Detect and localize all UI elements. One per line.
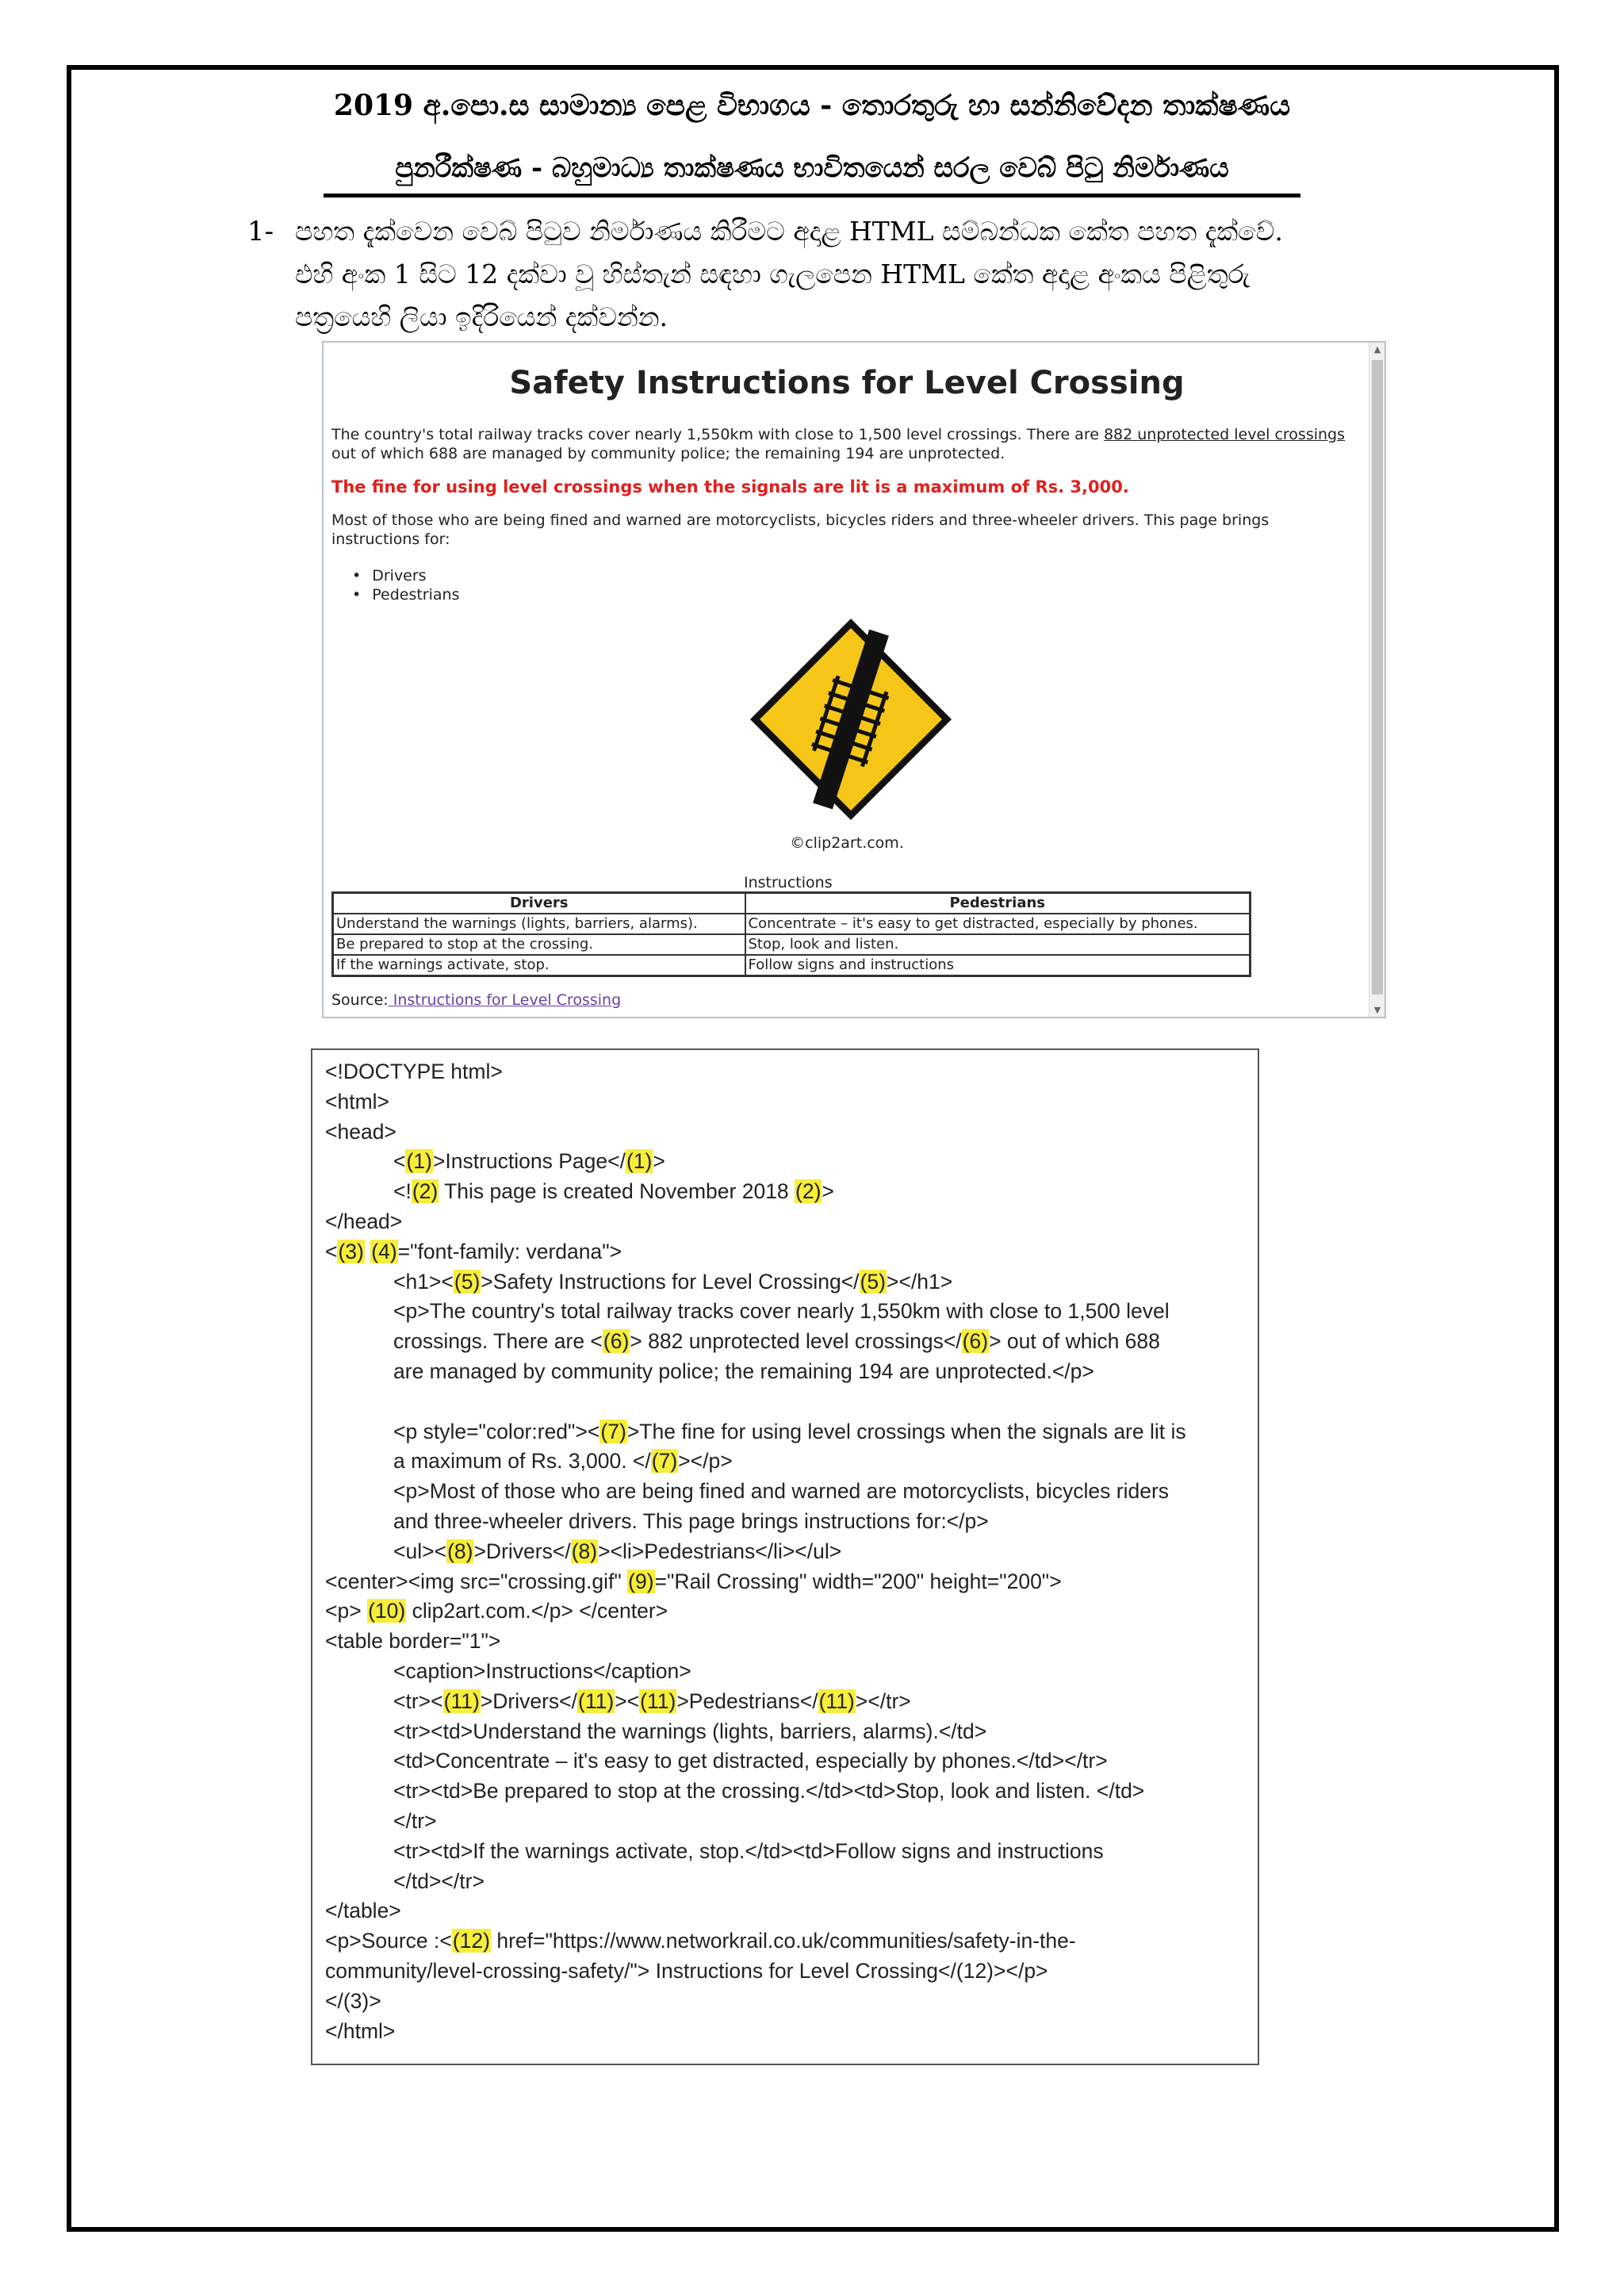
blank-number-highlight: (5)	[860, 1269, 886, 1294]
code-line	[325, 1599, 668, 1623]
code-line	[325, 1090, 389, 1114]
code-text: <table border="1">	[325, 1629, 501, 1654]
code-text: >Safety Instructions for Level Crossing</	[481, 1269, 860, 1294]
header-underline	[324, 194, 1300, 197]
code-line	[325, 1899, 401, 1923]
code-text: <html>	[325, 1089, 390, 1114]
code-text: <p style="color:red"><	[393, 1419, 600, 1443]
code-text: and three-wheeler drivers. This page brings instructions for:</p>	[393, 1509, 989, 1533]
exam-title: 2019 අ.පො.ස සාමාන්‍ය පෙළ විභාගය - තොරතුරු හා සන්නිවේදන තාක්ෂණය	[333, 89, 1291, 122]
code-text: <tr><td>Understand the warnings (lights, barriers, alarms).</td>	[393, 1719, 987, 1743]
code-text: ></h1>	[886, 1269, 953, 1294]
table-header-row	[333, 893, 1251, 914]
blank-number-highlight: (2)	[795, 1179, 822, 1204]
web-page-heading: Safety Instructions for Level Crossing	[509, 365, 1185, 401]
blank-number-highlight: (6)	[962, 1329, 989, 1354]
blank-number-highlight: (6)	[603, 1329, 630, 1354]
rail-crossing-sign-icon	[744, 612, 958, 826]
code-line	[325, 1240, 622, 1264]
table-row	[333, 934, 1251, 955]
scrollbar[interactable]	[1369, 343, 1385, 1017]
instruction-list	[352, 566, 459, 604]
code-text: ></tr>	[855, 1688, 911, 1713]
code-text: <!DOCTYPE html>	[325, 1060, 503, 1083]
source-link[interactable]: Instructions for Level Crossing	[388, 991, 622, 1009]
code-text: community/level-crossing-safety/"> Instructions for Level Crossing</(12)></p>	[325, 1959, 1048, 1983]
blank-number-highlight: (2)	[412, 1179, 439, 1204]
table-cell: Concentrate – it's easy to get distracted, especially by phones.	[745, 914, 1251, 934]
code-line	[393, 1299, 1170, 1324]
code-text: <p>The country's total railway tracks cover nearly 1,550km with close to 1,500 level	[393, 1299, 1170, 1324]
blank-number-highlight: (11)	[443, 1688, 480, 1713]
code-text: ><li>Pedestrians</li></ul>	[598, 1539, 842, 1563]
scroll-up-icon[interactable]: ▲	[1373, 344, 1381, 355]
table-row	[333, 914, 1251, 934]
code-text: href="https://www.networkrail.co.uk/communities/safety-in-the-	[491, 1929, 1076, 1953]
code-text: </html>	[325, 2018, 396, 2043]
code-text: > out of which 688	[989, 1329, 1160, 1354]
code-text: <tr><td>Be prepared to stop at the crossing.</td><td>Stop, look and listen. </td>	[393, 1779, 1145, 1803]
code-line	[393, 1809, 437, 1834]
blank-number-highlight: (11)	[578, 1688, 615, 1713]
code-line	[393, 1420, 1186, 1444]
image-credit: ©clip2art.com.	[790, 834, 904, 852]
table-row	[333, 955, 1251, 976]
blank-number-highlight: (9)	[628, 1569, 654, 1593]
code-text: <h1><	[393, 1269, 454, 1294]
code-text: >The fine for using level crossings when the signals are lit is	[626, 1419, 1186, 1443]
intro-paragraph	[331, 425, 1354, 463]
unprotected-crossings-underlined: 882 unprotected level crossings	[1103, 426, 1346, 443]
code-line	[393, 1329, 1160, 1354]
code-line	[325, 1060, 503, 1084]
blank-number-highlight: (7)	[600, 1419, 626, 1443]
code-line	[393, 1749, 1108, 1773]
blank-number-highlight: (1)	[626, 1149, 653, 1174]
code-line	[325, 1929, 1076, 1953]
code-text: <center><img src="crossing.gif"	[325, 1569, 628, 1593]
table-cell: Be prepared to stop at the crossing.	[333, 934, 745, 955]
table-cell: Follow signs and instructions	[745, 955, 1251, 976]
table-header: Pedestrians	[745, 893, 1251, 914]
code-text: <tr><td>If the warnings activate, stop.</td><td>Follow signs and instructions	[393, 1838, 1104, 1863]
code-text: <caption>Instructions</caption>	[393, 1659, 691, 1683]
code-text: clip2art.com.</p> </center>	[406, 1599, 668, 1623]
code-text: >Drivers</	[473, 1539, 571, 1563]
code-line	[325, 1959, 1048, 1984]
code-text: <!	[393, 1179, 412, 1204]
instructions-table	[331, 891, 1251, 977]
code-text: > 882 unprotected level crossings</	[630, 1329, 962, 1354]
code-line	[393, 1719, 986, 1744]
question-line: පහත දැක්වෙන වෙබ් පිටුව නිර්මාණය කිරීමට අදාළ HTML සම්බන්ධක කේත පහත දැක්වේ.	[295, 216, 1283, 247]
list-item: • Drivers	[352, 566, 459, 585]
source-label: Source:	[331, 991, 389, 1009]
blank-number-highlight: (11)	[818, 1688, 855, 1713]
code-text: This page is created November 2018	[439, 1179, 795, 1204]
question-line: එහි අංක 1 සිට 12 දක්වා වූ හිස්තැන් සඳහා ගැලපෙන HTML කේත අදාළ අංකය පිළිතුරු	[295, 259, 1251, 289]
code-text: <tr><	[393, 1688, 443, 1713]
code-line	[393, 1179, 834, 1204]
code-text: <p>	[325, 1599, 368, 1623]
code-line	[325, 1120, 396, 1144]
code-text: <head>	[325, 1119, 396, 1144]
code-text: ="Rail Crossing" width="200" height="200">	[654, 1569, 1062, 1593]
code-text: <p>Source :<	[325, 1929, 452, 1953]
blank-number-highlight: (11)	[640, 1688, 676, 1713]
code-line	[325, 2019, 395, 2044]
code-line	[393, 1449, 733, 1474]
code-line	[393, 1869, 485, 1894]
code-text: ></p>	[678, 1449, 733, 1474]
table-header: Drivers	[333, 893, 745, 914]
blank-number-highlight: (12)	[452, 1929, 490, 1953]
code-text: <p>Most of those who are being fined and warned are motorcyclists, bicycles riders	[393, 1479, 1170, 1504]
code-text: <	[325, 1239, 338, 1263]
code-text: <ul><	[393, 1539, 447, 1563]
code-text: >Drivers</	[480, 1688, 578, 1713]
code-line	[393, 1479, 1169, 1504]
table-cell: Understand the warnings (lights, barriers, alarms).	[333, 914, 745, 934]
code-line	[325, 1570, 1062, 1594]
code-text: </(3)>	[325, 1988, 381, 2013]
code-text: >Instructions Page</	[432, 1149, 626, 1174]
blank-number-highlight: (5)	[454, 1269, 481, 1294]
code-text: ="font-family: verdana">	[397, 1239, 622, 1263]
browser-screenshot	[322, 341, 1386, 1018]
code-line	[393, 1509, 989, 1534]
code-line	[393, 1359, 1094, 1384]
code-line	[393, 1659, 691, 1684]
code-text: >Pedestrians</	[676, 1688, 818, 1713]
list-item: • Pedestrians	[352, 585, 459, 604]
code-text: >	[653, 1149, 665, 1174]
code-text: <td>Concentrate – it's easy to get distracted, especially by phones.</td></tr>	[393, 1749, 1108, 1773]
code-line	[393, 1149, 665, 1174]
code-text: ><	[615, 1688, 640, 1713]
code-line	[393, 1689, 911, 1714]
fined-paragraph: Most of those who are being fined and warned are motorcyclists, bicycles riders and three-wheeler drivers. This page brings instructions for:	[331, 512, 1270, 548]
code-line	[325, 1209, 402, 1234]
scroll-thumb[interactable]	[1372, 360, 1383, 995]
blank-number-highlight: (1)	[406, 1149, 432, 1174]
code-text: </table>	[325, 1899, 401, 1923]
code-text: <	[393, 1149, 406, 1174]
code-text: </head>	[325, 1209, 403, 1233]
code-text: a maximum of Rs. 3,000. </	[393, 1449, 651, 1474]
blank-number-highlight: (7)	[651, 1449, 678, 1474]
blank-number-highlight: (10)	[368, 1599, 406, 1623]
blank-number-highlight: (3)	[338, 1239, 364, 1263]
code-line	[393, 1539, 841, 1564]
fine-warning-text: The fine for using level crossings when the signals are lit is a maximum of Rs. 3,000.	[331, 477, 1129, 496]
code-text: are managed by community police; the remaining 194 are unprotected.</p>	[393, 1359, 1094, 1383]
code-text: crossings. There are <	[393, 1329, 603, 1354]
table-caption: Instructions	[744, 874, 833, 891]
table-cell: Stop, look and listen.	[745, 934, 1251, 955]
code-text: </tr>	[393, 1809, 437, 1833]
scroll-down-icon[interactable]: ▼	[1373, 1005, 1381, 1015]
intro-text: The country's total railway tracks cover nearly 1,550km with close to 1,500 level crossings. There are	[331, 426, 1104, 443]
question-line: පත්‍රයෙහි ලියා ඉදිරියෙන් දක්වන්න.	[295, 301, 668, 332]
code-text: >	[822, 1179, 834, 1204]
code-line	[393, 1779, 1144, 1803]
html-code-listing	[311, 1048, 1259, 2065]
source-line	[331, 991, 621, 1009]
intro-text-end: out of which 688 are managed by community police; the remaining 194 are unprotected.	[331, 445, 1005, 462]
table-cell: If the warnings activate, stop.	[333, 955, 745, 976]
blank-number-highlight: (8)	[571, 1539, 598, 1563]
question-number: 1-	[247, 216, 274, 247]
code-text: </td></tr>	[393, 1869, 485, 1893]
code-line	[393, 1839, 1104, 1864]
code-line	[325, 1989, 381, 2014]
code-line	[325, 1629, 500, 1654]
blank-number-highlight: (8)	[447, 1539, 473, 1563]
exam-subtitle: පුනරීක්ෂණ - බහුමාධ්‍ය තාක්ෂණය භාවිතයෙන් සරල වෙබ් පිටු නිර්මාණය	[395, 152, 1229, 184]
code-line	[393, 1270, 952, 1294]
blank-number-highlight: (4)	[371, 1239, 397, 1263]
